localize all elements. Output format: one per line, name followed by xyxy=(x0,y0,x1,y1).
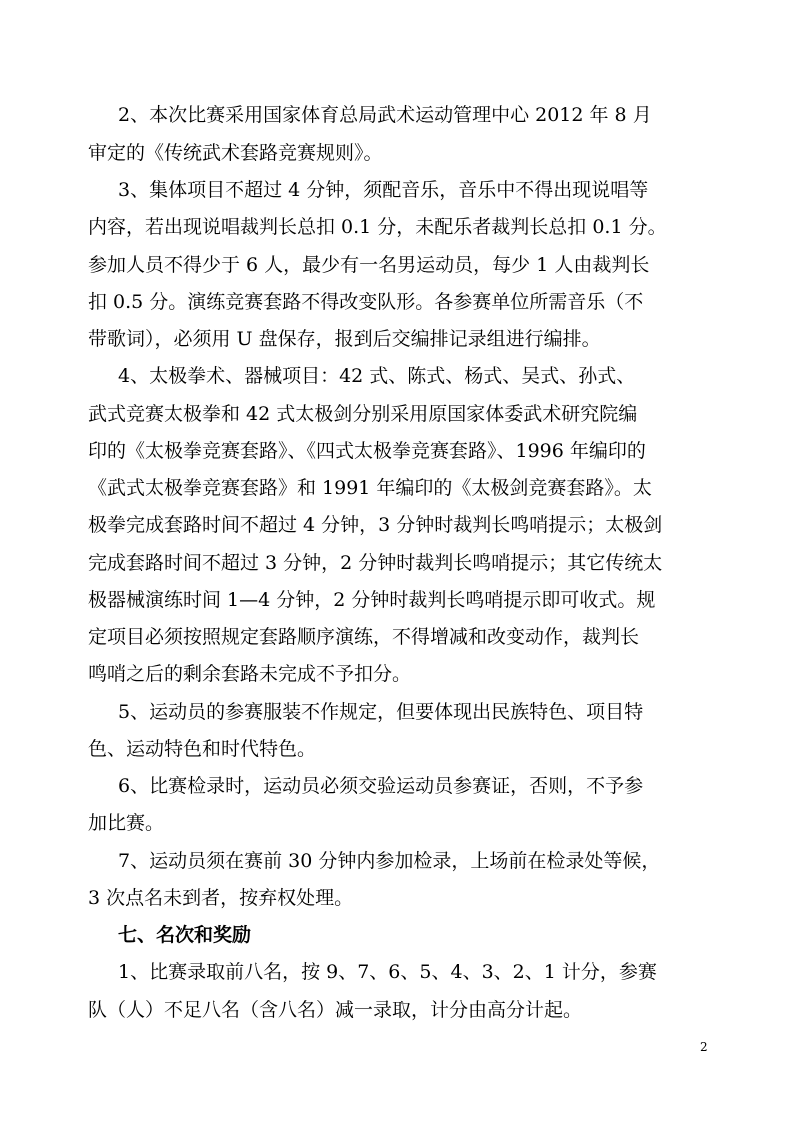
text-line: 4、太极拳术、器械项目：42 式、陈式、杨式、吴式、孙式、 xyxy=(118,365,636,387)
text-line: 《武式太极拳竞赛套路》和 1991 年编印的《太极剑竞赛套路》。太 xyxy=(88,477,652,499)
text-line: 色、运动特色和时代特色。 xyxy=(88,738,317,760)
text-line: 完成套路时间不超过 3 分钟，2 分钟时裁判长鸣哨提示；其它传统太 xyxy=(88,552,663,574)
text-line: 2、本次比赛采用国家体育总局武术运动管理中心 2012 年 8 月 xyxy=(118,104,652,126)
text-line: 定项目必须按照规定套路顺序演练，不得增减和改变动作，裁判长 xyxy=(88,626,640,648)
text-line: 加比赛。 xyxy=(88,812,165,834)
text-line: 3、集体项目不超过 4 分钟，须配音乐，音乐中不得出现说唱等 xyxy=(118,179,649,201)
text-line: 带歌词），必须用 U 盘保存，报到后交编排记录组进行编排。 xyxy=(88,328,601,350)
text-line: 审定的《传统武术套路竞赛规则》。 xyxy=(88,142,383,164)
text-line: 7、运动员须在赛前 30 分钟内参加检录，上场前在检录处等候， xyxy=(118,850,661,872)
text-line: 参加人员不得少于 6 人，最少有一名男运动员，每少 1 人由裁判长 xyxy=(88,254,650,276)
text-line: 3 次点名未到者，按弃权处理。 xyxy=(88,887,354,909)
text-line: 内容，若出现说唱裁判长总扣 0.1 分，未配乐者裁判长总扣 0.1 分。 xyxy=(88,216,667,238)
page-number: 2 xyxy=(700,1040,708,1054)
text-line: 1、比赛录取前八名，按 9、7、6、5、4、3、2、1 计分，参赛 xyxy=(118,961,657,983)
text-line: 极器械演练时间 1—4 分钟，2 分钟时裁判长鸣哨提示即可收式。规 xyxy=(88,589,656,611)
text-line: 6、比赛检录时，运动员必须交验运动员参赛证，否则，不予参 xyxy=(118,775,644,797)
text-line: 扣 0.5 分。演练竞赛套路不得改变队形。各参赛单位所需音乐（不 xyxy=(88,291,644,313)
text-line: 5、运动员的参赛服装不作规定，但要体现出民族特色、项目特 xyxy=(118,701,644,723)
text-line: 武式竞赛太极拳和 42 式太极剑分别采用原国家体委武术研究院编 xyxy=(88,403,638,425)
section-heading: 七、名次和奖励 xyxy=(118,924,252,946)
text-line: 队（人）不足八名（含八名）减一录取，计分由高分计起。 xyxy=(88,999,583,1021)
text-line: 印的《太极拳竞赛套路》、《四式太极拳竞赛套路》、1996 年编印的 xyxy=(88,440,646,462)
text-line: 鸣哨之后的剩余套路未完成不予扣分。 xyxy=(88,663,412,685)
text-line: 极拳完成套路时间不超过 4 分钟，3 分钟时裁判长鸣哨提示；太极剑 xyxy=(88,514,663,536)
